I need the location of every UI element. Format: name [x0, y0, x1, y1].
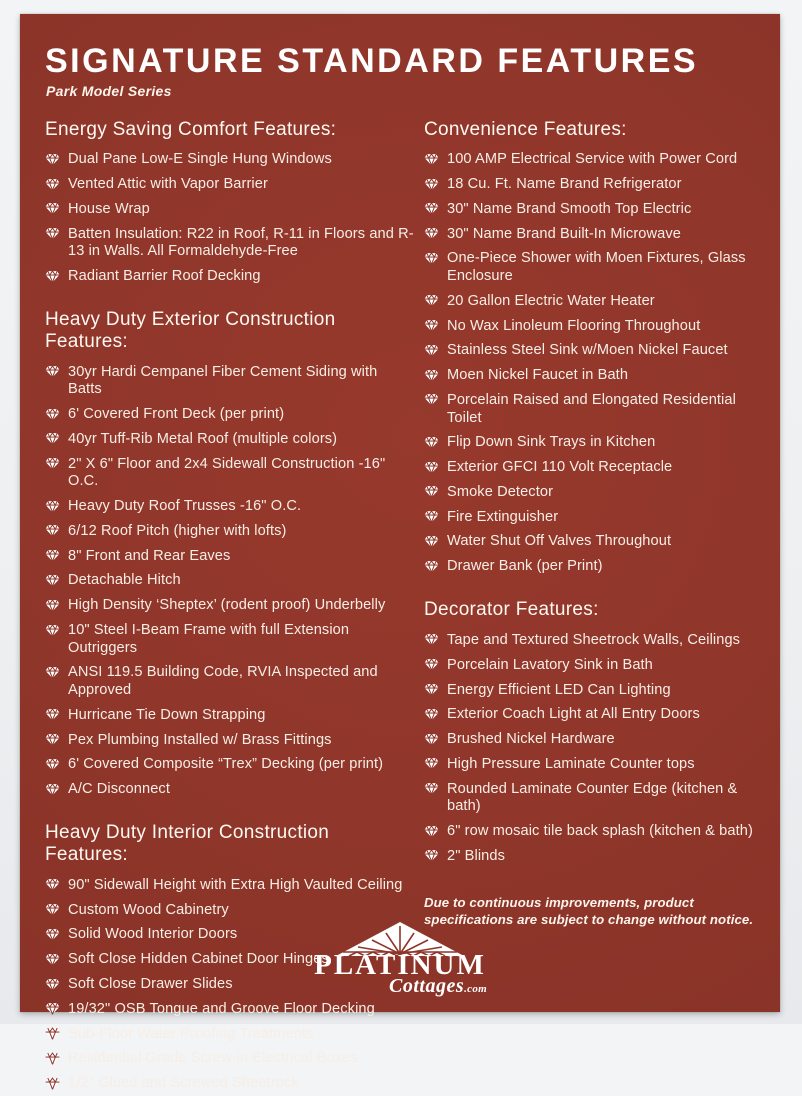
feature-section [45, 309, 414, 802]
feature-list [45, 360, 414, 802]
brand-tld: .com [464, 983, 487, 995]
diamond-gem-bullet-icon [424, 757, 439, 770]
feature-item [424, 431, 762, 456]
diamond-gem-bullet-icon [424, 658, 439, 671]
feature-item [424, 388, 762, 430]
diamond-gem-bullet-icon [424, 560, 439, 573]
diamond-gem-bullet-icon [45, 878, 60, 891]
feature-text: Pex Plumbing Installed w/ Brass Fittings [68, 731, 332, 748]
feature-text: Rounded Laminate Counter Edge (kitchen & bath) [447, 780, 738, 815]
feature-item [45, 873, 414, 898]
diamond-gem-bullet-icon [45, 1027, 60, 1040]
feature-item [424, 653, 762, 678]
feature-text: Exterior Coach Light at All Entry Doors [447, 706, 700, 723]
brand-name: PLATINUM [314, 948, 486, 981]
diamond-gem-bullet-icon [424, 849, 439, 862]
feature-item [45, 1047, 414, 1072]
feature-text: Porcelain Raised and Elongated Residential Toilet [447, 391, 736, 426]
diamond-gem-bullet-icon [424, 633, 439, 646]
page-subtitle: Park Model Series [46, 82, 172, 99]
diamond-gem-bullet-icon [45, 1002, 60, 1015]
feature-text: 30" Name Brand Built-In Microwave [447, 225, 681, 242]
brand-logo [305, 921, 495, 998]
feature-text: 2" X 6" Floor and 2x4 Sidewall Construction -16" O.C. [68, 455, 386, 490]
feature-text: One-Piece Shower with Moen Fixtures, Glass Enclosure [447, 250, 746, 284]
feature-item [45, 618, 414, 660]
feature-text: Energy Efficient LED Can Lighting [447, 681, 671, 698]
feature-text: 6" row mosaic tile back splash (kitchen & bath) [447, 823, 753, 840]
feature-text: A/C Disconnect [68, 781, 170, 798]
feature-text: Drawer Bank (per Print) [447, 558, 603, 575]
diamond-gem-bullet-icon [424, 153, 439, 166]
diamond-gem-bullet-icon [45, 903, 60, 916]
feature-text: Exterior GFCI 110 Volt Receptacle [447, 459, 673, 476]
feature-item [424, 819, 762, 844]
page-title: SIGNATURE STANDARD FEATURES [45, 42, 699, 80]
feature-item [45, 728, 414, 753]
feature-text: Smoke Detector [447, 483, 554, 500]
diamond-gem-bullet-icon [424, 369, 439, 382]
diamond-gem-bullet-icon [424, 252, 439, 265]
feature-item [45, 778, 414, 803]
feature-item [424, 728, 762, 753]
diamond-gem-bullet-icon [424, 782, 439, 795]
diamond-gem-bullet-icon [45, 153, 60, 166]
feature-item [424, 289, 762, 314]
diamond-gem-bullet-icon [45, 953, 60, 966]
feature-text: Dual Pane Low-E Single Hung Windows [68, 151, 332, 168]
feature-item [424, 339, 762, 364]
feature-text: No Wax Linoleum Flooring Throughout [447, 317, 701, 334]
diamond-gem-bullet-icon [424, 825, 439, 838]
diamond-gem-bullet-icon [45, 178, 60, 191]
diamond-gem-bullet-icon [45, 1052, 60, 1065]
diamond-gem-bullet-icon [424, 436, 439, 449]
diamond-gem-bullet-icon [424, 294, 439, 307]
feature-text: 100 AMP Electrical Service with Power Cord [447, 151, 738, 168]
feature-text: High Pressure Laminate Counter tops [447, 755, 695, 772]
feature-item [45, 898, 414, 923]
section-heading: Convenience Features: [424, 118, 627, 140]
feature-text: 20 Gallon Electric Water Heater [447, 292, 655, 309]
diamond-gem-bullet-icon [45, 599, 60, 612]
diamond-gem-bullet-icon [45, 432, 60, 445]
diamond-gem-bullet-icon [424, 510, 439, 523]
diamond-gem-bullet-icon [424, 344, 439, 357]
feature-text: Radiant Barrier Roof Decking [68, 268, 261, 284]
feature-text: Hurricane Tie Down Strapping [68, 706, 266, 723]
diamond-gem-bullet-icon [45, 500, 60, 513]
feature-text: Vented Attic with Vapor Barrier [68, 176, 268, 193]
feature-item [424, 364, 762, 389]
feature-item [45, 703, 414, 728]
feature-item [45, 427, 414, 452]
feature-text: Water Shut Off Valves Throughout [447, 533, 672, 550]
column-right-sections [424, 119, 762, 869]
diamond-gem-bullet-icon [424, 178, 439, 191]
feature-item [424, 480, 762, 505]
diamond-gem-bullet-icon [424, 733, 439, 746]
feature-item [45, 495, 414, 520]
feature-item [45, 661, 414, 703]
feature-item [424, 172, 762, 197]
feature-item [45, 519, 414, 544]
feature-text: Batten Insulation: R22 in Roof, R-11 in Floors and R-13 in Walls. All Formaldehyde-Free [68, 225, 414, 260]
diamond-gem-bullet-icon [45, 733, 60, 746]
feature-text: Stainless Steel Sink w/Moen Nickel Faucet [447, 342, 728, 359]
feature-item [45, 403, 414, 428]
feature-text: Brushed Nickel Hardware [447, 731, 615, 748]
feature-text: Soft Close Hidden Cabinet Door Hinges [68, 951, 329, 968]
feature-text: Porcelain Lavatory Sink in Bath [447, 656, 653, 673]
feature-text: 2" Blinds [447, 847, 505, 864]
feature-text: 90" Sidewall Height with Extra High Vaulted Ceiling [68, 876, 403, 893]
feature-list [424, 148, 762, 580]
feature-item [424, 530, 762, 555]
feature-text: 18 Cu. Ft. Name Brand Refrigerator [447, 176, 682, 193]
feature-text: Flip Down Sink Trays in Kitchen [447, 434, 656, 451]
feature-text: High Density ‘Sheptex’ (rodent proof) Underbelly [68, 597, 386, 614]
diamond-gem-bullet-icon [45, 783, 60, 796]
feature-item [45, 1072, 414, 1096]
diamond-gem-bullet-icon [424, 708, 439, 721]
feature-item [424, 247, 762, 289]
diamond-gem-bullet-icon [45, 1077, 60, 1090]
feature-item [45, 148, 414, 173]
brand-script-text: Cottages [388, 975, 465, 997]
feature-text: Soft Close Drawer Slides [68, 976, 233, 992]
feature-item [45, 753, 414, 778]
feature-text: 8" Front and Rear Eaves [68, 547, 231, 564]
feature-item [45, 360, 414, 402]
diamond-gem-bullet-icon [45, 624, 60, 637]
feature-item [45, 222, 414, 264]
feature-item [424, 314, 762, 339]
diamond-gem-bullet-icon [424, 393, 439, 406]
feature-text: Fire Extinguisher [447, 508, 559, 525]
diamond-gem-bullet-icon [45, 928, 60, 941]
diamond-gem-bullet-icon [424, 461, 439, 474]
feature-item [45, 172, 414, 197]
feature-text: 30yr Hardi Cempanel Fiber Cement Siding with Batts [68, 363, 378, 398]
diamond-gem-bullet-icon [45, 270, 60, 283]
feature-item [424, 148, 762, 173]
diamond-gem-bullet-icon [45, 524, 60, 537]
feature-text: Residential Grade Screw-in Electrical Boxes [68, 1050, 358, 1067]
feature-text: Sub-Floor Water Proofing Treatments [68, 1025, 314, 1042]
feature-section [424, 599, 762, 869]
section-heading: Decorator Features: [424, 599, 599, 621]
feature-text: Solid Wood Interior Doors [68, 926, 238, 943]
feature-item [424, 844, 762, 869]
feature-item [424, 777, 762, 819]
diamond-gem-bullet-icon [45, 758, 60, 771]
feature-section [45, 119, 414, 290]
feature-item [45, 197, 414, 222]
section-heading: Heavy Duty Interior Construction Features: [45, 822, 330, 866]
feature-text: Heavy Duty Roof Trusses -16" O.C. [68, 498, 302, 515]
diamond-gem-bullet-icon [45, 227, 60, 240]
section-heading: Energy Saving Comfort Features: [45, 118, 337, 140]
diamond-gem-bullet-icon [424, 535, 439, 548]
feature-item [424, 703, 762, 728]
feature-item [45, 264, 414, 289]
diamond-gem-bullet-icon [45, 708, 60, 721]
diamond-gem-bullet-icon [45, 666, 60, 679]
diamond-gem-bullet-icon [45, 202, 60, 215]
feature-list [424, 628, 762, 869]
section-heading: Heavy Duty Exterior Construction Features: [45, 309, 336, 353]
feature-text: House Wrap [68, 200, 150, 217]
feature-text: 40yr Tuff-Rib Metal Roof (multiple colors) [68, 430, 338, 447]
diamond-gem-bullet-icon [424, 485, 439, 498]
diamond-gem-bullet-icon [424, 227, 439, 240]
diamond-gem-bullet-icon [45, 408, 60, 421]
feature-text: 19/32" OSB Tongue and Groove Floor Decking [68, 1000, 375, 1017]
diamond-gem-bullet-icon [45, 574, 60, 587]
feature-item [45, 594, 414, 619]
feature-item [424, 222, 762, 247]
feature-item [45, 1022, 414, 1047]
feature-text: Custom Wood Cabinetry [68, 901, 229, 918]
feature-item [424, 628, 762, 653]
feature-item [45, 544, 414, 569]
diamond-gem-bullet-icon [45, 457, 60, 470]
feature-text: 6/12 Roof Pitch (higher with lofts) [68, 522, 287, 539]
feature-text: Detachable Hitch [68, 572, 181, 589]
disclaimer-note: Due to continuous improvements, product specifications are subject to change without notice. [424, 895, 754, 927]
diamond-gem-bullet-icon [45, 365, 60, 378]
diamond-gem-bullet-icon [424, 319, 439, 332]
feature-section [424, 119, 762, 580]
feature-item [424, 455, 762, 480]
diamond-gem-bullet-icon [424, 683, 439, 696]
feature-text: 6' Covered Front Deck (per print) [68, 406, 285, 423]
feature-text: Tape and Textured Sheetrock Walls, Ceilings [447, 631, 741, 648]
feature-item [424, 752, 762, 777]
document-page [20, 14, 780, 1092]
feature-list [45, 148, 414, 290]
feature-item [45, 997, 414, 1022]
diamond-gem-bullet-icon [45, 978, 60, 991]
feature-item [424, 505, 762, 530]
feature-text: 1/2" Glued and Screwed Sheetrock [68, 1075, 299, 1092]
diamond-gem-bullet-icon [45, 549, 60, 562]
feature-item [45, 569, 414, 594]
feature-text: 30" Name Brand Smooth Top Electric [447, 200, 692, 217]
diamond-gem-bullet-icon [424, 202, 439, 215]
feature-item [424, 197, 762, 222]
feature-text: 10" Steel I-Beam Frame with full Extension Outriggers [68, 622, 350, 656]
feature-item [424, 678, 762, 703]
feature-text: 6' Covered Composite “Trex” Decking (per print) [68, 756, 384, 773]
feature-text: ANSI 119.5 Building Code, RVIA Inspected and Approved [68, 664, 378, 698]
feature-item [424, 555, 762, 580]
feature-item [45, 452, 414, 494]
feature-text: Moen Nickel Faucet in Bath [447, 367, 629, 384]
